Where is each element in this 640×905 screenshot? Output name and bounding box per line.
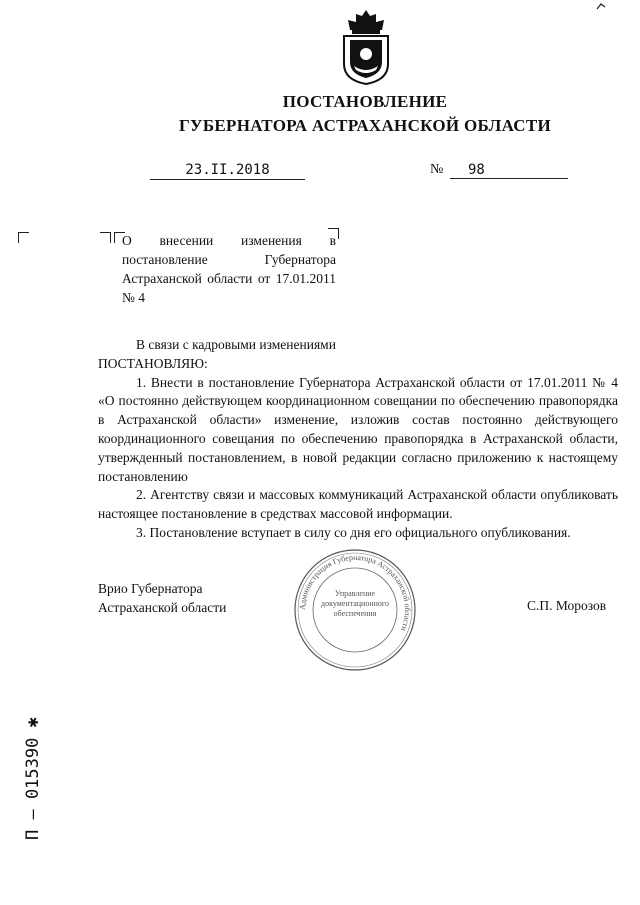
document-body <box>98 336 618 543</box>
document-date: 23.II.2018 <box>150 162 305 180</box>
signatory-position <box>98 580 226 617</box>
signatory-name: С.П. Морозов <box>527 598 607 613</box>
corner-mark <box>100 232 111 243</box>
stamp-center-text: Управление документационного обеспечения <box>321 589 389 618</box>
body-item: 1. Внести в постановление Губернатора Астраханской области от 17.01.2011 № 4 «О постоянно действующем координационном совещании по обеспечению правопорядка в Астраханской области» изменение, изложив состав постоянно действующего координационного совещания по обеспечению правопорядка в Астраханской области, утвержденный постановлением, в новой редакции согласно приложению к настоящему постановлению <box>98 374 618 484</box>
official-stamp <box>292 547 418 673</box>
number-sign: № <box>430 162 444 177</box>
corner-mark <box>18 232 29 243</box>
body-decree: ПОСТАНОВЛЯЮ: <box>98 355 208 371</box>
document-title: ПОСТАНОВЛЕНИЕ <box>282 92 448 111</box>
scan-mark <box>596 2 606 10</box>
position-line: Астраханской области <box>98 599 227 615</box>
stamp-ring-text: Администрация Губернатора Астраханской области <box>297 552 413 633</box>
document-subject: О внесении изменения в постановление Губернатора Астраханской области от 17.01.2011 № 4 <box>122 233 336 305</box>
position-line: Врио Губернатора <box>98 581 203 596</box>
document-number: 98 <box>450 162 568 179</box>
document-issuer: ГУБЕРНАТОРА АСТРАХАНСКОЙ ОБЛАСТИ <box>178 116 552 135</box>
serial-number-text: П – 015390 ✱ <box>23 717 43 840</box>
body-intro: В связи с кадровыми изменениями <box>136 337 336 352</box>
coat-of-arms-emblem <box>340 6 392 86</box>
body-item: 3. Постановление вступает в силу со дня его официального опубликования. <box>136 524 571 540</box>
body-item: 2. Агентству связи и массовых коммуникаций Астраханской области опубликовать настоящее постановление в средствах массовой информации. <box>98 487 618 522</box>
serial-number <box>12 690 48 840</box>
